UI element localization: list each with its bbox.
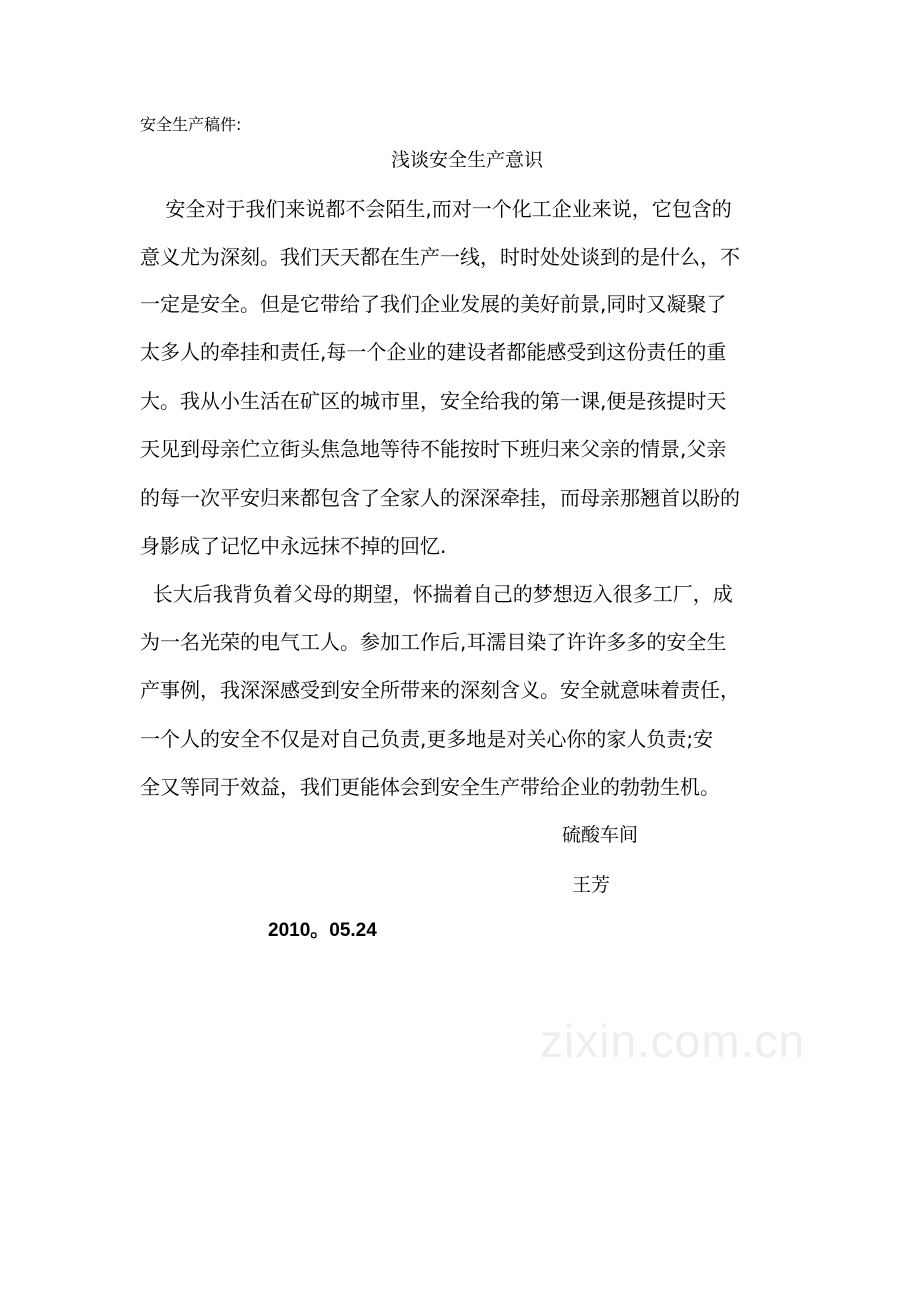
body-line: 一个人的安全不仅是对自己负责,更多地是对关心你的家人负责;安: [140, 727, 714, 751]
document-title: 浅谈安全生产意识: [390, 149, 543, 171]
body-line: 大。我从小生活在矿区的城市里，安全给我的第一课,便是孩提时天: [140, 389, 727, 413]
body-line: 意义尤为深刻。我们天天都在生产一线，时时处处谈到的是什么，不: [140, 245, 740, 269]
document-label: 安全生产稿件:: [140, 115, 242, 134]
author-signature: 王芳: [572, 874, 611, 896]
body-line: 太多人的牵挂和责任,每一个企业的建设者都能感受到这份责任的重: [140, 340, 727, 364]
watermark: zixin.com.cn: [540, 1015, 806, 1067]
body-line: 安全对于我们来说都不会陌生,而对一个化工企业来说，它包含的: [140, 197, 732, 221]
department-signature: 硫酸车间: [562, 824, 639, 846]
document-date: 2010。05.24: [268, 920, 377, 941]
body-line: 产事例，我深深感受到安全所带来的深刻含义。安全就意味着责任，: [140, 678, 740, 702]
body-line: 天见到母亲伫立街头焦急地等待不能按时下班归来父亲的情景,父亲: [140, 437, 727, 461]
body-line: 为一名光荣的电气工人。参加工作后,耳濡目染了许许多多的安全生: [140, 630, 727, 654]
body-line: 身影成了记忆中永远抹不掉的回忆.: [140, 534, 447, 558]
body-line: 全又等同于效益，我们更能体会到安全生产带给企业的勃勃生机。: [140, 775, 720, 799]
body-line: 一定是安全。但是它带给了我们企业发展的美好前景,同时又凝聚了: [140, 292, 727, 316]
body-line: 长大后我背负着父母的期望，怀揣着自己的梦想迈入很多工厂，成: [140, 582, 733, 606]
body-line: 的每一次平安归来都包含了全家人的深深牵挂，而母亲那翘首以盼的: [140, 486, 740, 510]
